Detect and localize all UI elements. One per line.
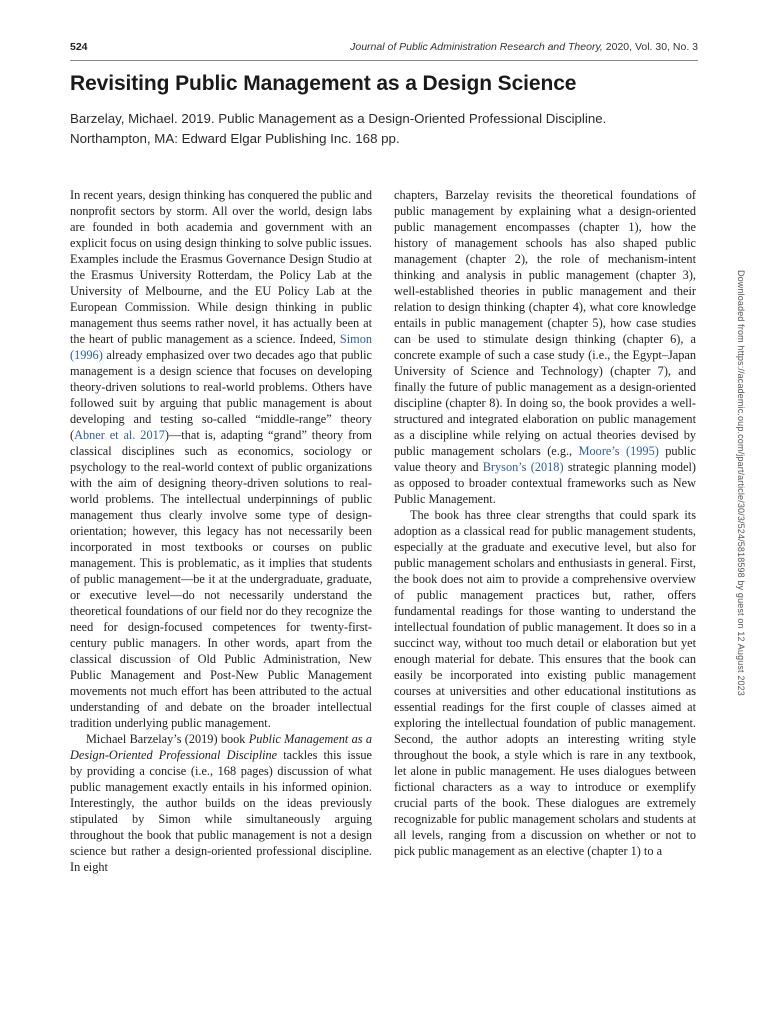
citation-link-abner[interactable]: Abner et al. 2017 [74, 428, 165, 442]
text-run: already emphasized over two decades ago that public management is a design science that focuses on developing theory-driven solutions to real-world problems. Others have followed suit by arguing that public management is about developing and testing so-called “middle-range” theory ( [70, 348, 372, 442]
download-watermark: Downloaded from https://academic.oup.com/jpart/article/30/3/524/5818598 by guest on 12 August 2023 [736, 270, 746, 696]
body-column-right [394, 187, 696, 859]
text-run: chapters, Barzelay revisits the theoretical foundations of public management by explaining what a design-oriented public management encompasses (chapter 1), how the history of management schools has also shaped public management (chapter 2), the role of mechanism-intent thinking and analysis in public management (chapter 3), well-established theories in public management and their relation to design thinking (chapter 4), what core knowledge entails in public management (chapter 5), how case studies can be used to stimulate design thinking (chapter 6), a concrete example of such a case study (i.e., the Egypt–Japan University of Science and Technology) (chapter 7), and finally the future of public management as a design-oriented discipline (chapter 8). In doing so, the book provides a well-structured and integrated elaboration on public management as a discipline while relying on actual theories devised by public management scholars (e.g., [394, 188, 696, 458]
text-run: )—that is, adapting “grand” theory from classical disciplines such as economics, sociology or psychology to the real-world context of public organizations with the aim of designing theory-driven solutions to real-world problems. The intellectual underpinnings of public management thus clearly involve some type of design-orientation; however, this legacy has not necessarily been incorporated in most textbooks or courses on public management. This is problematic, as it implies that students of public management—be it at the undergraduate, graduate, or executive level—do not necessarily understand the theoretical foundations of our field nor do they recognize the need for design-focused competences for twenty-first-century public managers. In other words, apart from the classical discussion of Old Public Administration, New Public Management and Post-New Public Management movements not much effort has been attributed to the actual understanding of and debate on the broader intellectual tradition underlying public management. [70, 428, 372, 730]
article-title: Revisiting Public Management as a Design Science [70, 72, 577, 95]
running-head [350, 41, 698, 53]
body-paragraph-2 [70, 731, 372, 875]
text-run: Michael Barzelay’s (2019) book [86, 732, 249, 746]
book-citation [70, 109, 700, 149]
citation-link-simon[interactable]: Simon (1996) [70, 332, 372, 362]
citation-link-bryson[interactable]: Bryson’s (2018) [482, 460, 564, 474]
citation-line-1: Barzelay, Michael. 2019. Public Management as a Design-Oriented Professional Discipline. [70, 111, 607, 126]
body-column-left [70, 187, 372, 875]
body-paragraph-3 [394, 187, 696, 507]
journal-name: Journal of Public Administration Research and Theory, [350, 41, 603, 53]
journal-issue: 2020, Vol. 30, No. 3 [602, 41, 698, 53]
text-run: tackles this issue by providing a concise (i.e., 168 pages) discussion of what public management exactly entails in his informed opinion. Interestingly, the author builds on the ideas previously stipulated by Simon while simultaneously arguing throughout the book that public management is not a design science but rather a design-oriented professional discipline. In eight [70, 748, 372, 874]
book-title-italic: Public Management as a Design-Oriented Professional Discipline [70, 732, 372, 762]
citation-link-moore[interactable]: Moore’s (1995) [578, 444, 659, 458]
citation-line-2: Northampton, MA: Edward Elgar Publishing Inc. 168 pp. [70, 131, 400, 146]
text-run: public value theory and [394, 444, 697, 474]
body-paragraph-4: The book has three clear strengths that could spark its adoption as a classical read for public management students, especially at the graduate and executive level, but also for public management scholars and enthusiasts in general. First, the book does not aim to provide a comprehensive overview of public management practices but, rather, offers fundamental readings for those wanting to understand the intellectual foundation of public management. It does so in a succinct way, without too much detail or elaboration but yet enough material for debate. This ensures that the book can easily be incorporated into existing public management courses at universities and other educational institutions as essential readings for the first couple of classes aimed at exploring the intellectual foundation of public management. Second, the author adopts an interesting writing style throughout the book, a style which is rare in any textbook, let alone in public management. He uses dialogues between fictional characters as a way to introduce or exemplify crucial parts of the book. These dialogues are extremely recognizable for public management scholars and students at all levels, ranging from a discussion on whether or not to pick public management as an elective (chapter 1) to a [394, 508, 696, 858]
header-rule [70, 60, 698, 61]
page-number: 524 [70, 41, 88, 53]
text-run: strategic planning model) as opposed to broader contextual frameworks such as New Public Management. [394, 460, 696, 506]
text-run: In recent years, design thinking has conquered the public and nonprofit sectors by storm. All over the world, design labs are founded in both academia and government with an explicit focus on using design thinking to solve public issues. Examples include the Erasmus Governance Design Studio at the Erasmus University Rotterdam, the Policy Lab at the University of Melbourne, and the EU Policy Lab at the European Commission. While design thinking in public management thus seems rather novel, it has actually been at the heart of public management as a science. Indeed, [70, 188, 372, 346]
body-paragraph-1 [70, 187, 372, 731]
